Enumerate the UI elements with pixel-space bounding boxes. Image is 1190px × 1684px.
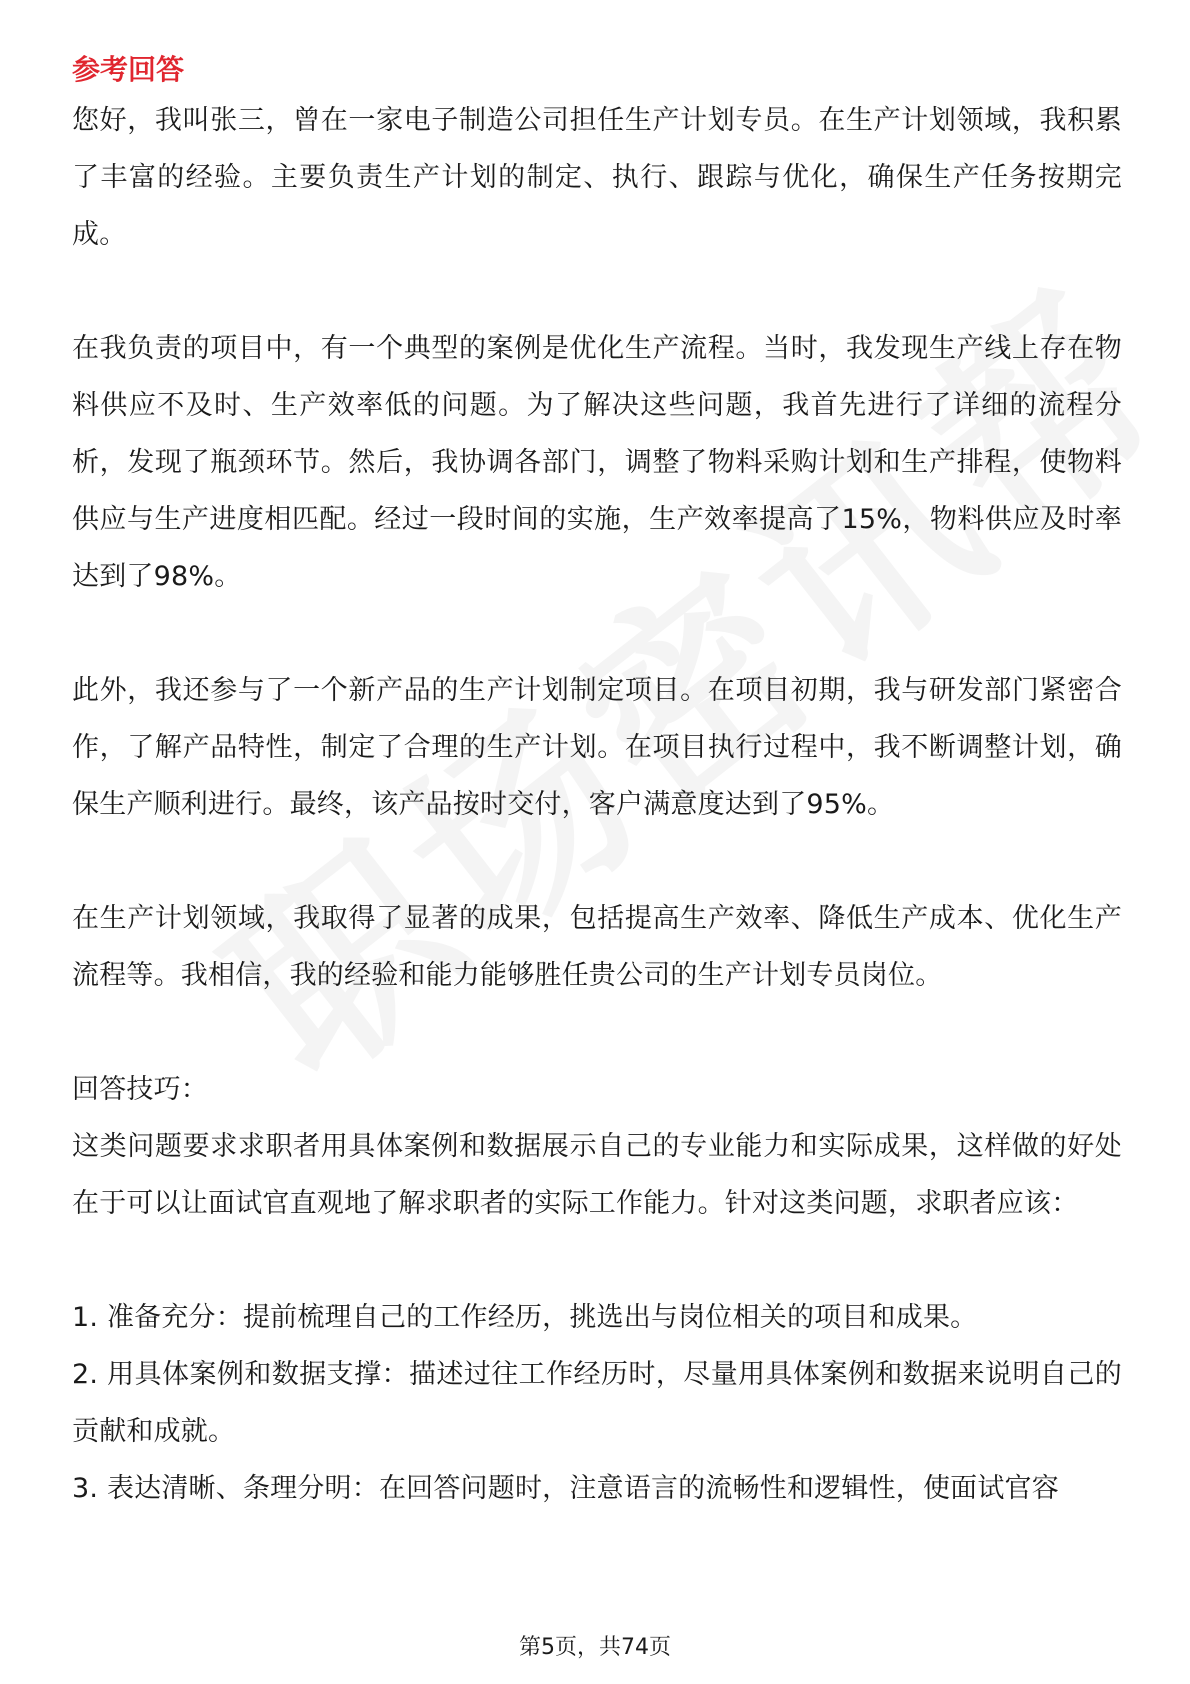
paragraph-gap xyxy=(72,1004,1122,1061)
paragraph-gap xyxy=(72,1232,1122,1289)
answer-paragraph-2: 在我负责的项目中，有一个典型的案例是优化生产流程。当时，我发现生产线上存在物料供应不及时、生产效率低的问题。为了解决这些问题，我首先进行了详细的流程分析，发现了瓶颈环节。然后，我协调各部门，调整了物料采购计划和生产排程，使物料供应与生产进度相匹配。经过一段时间的实施，生产效率提高了15%，物料供应及时率达到了98%。 xyxy=(72,333,1122,592)
paragraph-gap xyxy=(72,833,1122,890)
paragraph-gap xyxy=(72,605,1122,662)
page-footer: 第5页，共74页 xyxy=(519,1635,671,1660)
answer-paragraph-1: 您好，我叫张三，曾在一家电子制造公司担任生产计划专员。在生产计划领域，我积累了丰富的经验。主要负责生产计划的制定、执行、跟踪与优化，确保生产任务按期完成。 xyxy=(72,105,1122,250)
tips-item-3: 3. 表达清晰、条理分明：在回答问题时，注意语言的流畅性和逻辑性，使面试官容 xyxy=(72,1473,1059,1504)
tips-intro: 这类问题要求求职者用具体案例和数据展示自己的专业能力和实际成果，这样做的好处在于可以让面试官直观地了解求职者的实际工作能力。针对这类问题，求职者应该： xyxy=(72,1131,1122,1219)
paragraph-gap xyxy=(72,263,1122,320)
tips-item-1: 1. 准备充分：提前梳理自己的工作经历，挑选出与岗位相关的项目和成果。 xyxy=(72,1302,978,1333)
tips-label: 回答技巧： xyxy=(72,1074,208,1105)
answer-paragraph-3: 此外，我还参与了一个新产品的生产计划制定项目。在项目初期，我与研发部门紧密合作，了解产品特性，制定了合理的生产计划。在项目执行过程中，我不断调整计划，确保生产顺利进行。最终，该产品按时交付，客户满意度达到了95%。 xyxy=(72,675,1122,820)
document-page xyxy=(72,48,1122,1517)
section-heading: 参考回答 xyxy=(72,53,185,86)
tips-item-2: 2. 用具体案例和数据支撑：描述过往工作经历时，尽量用具体案例和数据来说明自己的贡献和成就。 xyxy=(72,1359,1122,1447)
answer-paragraph-4: 在生产计划领域，我取得了显著的成果，包括提高生产效率、降低生产成本、优化生产流程等。我相信，我的经验和能力能够胜任贵公司的生产计划专员岗位。 xyxy=(72,903,1122,991)
